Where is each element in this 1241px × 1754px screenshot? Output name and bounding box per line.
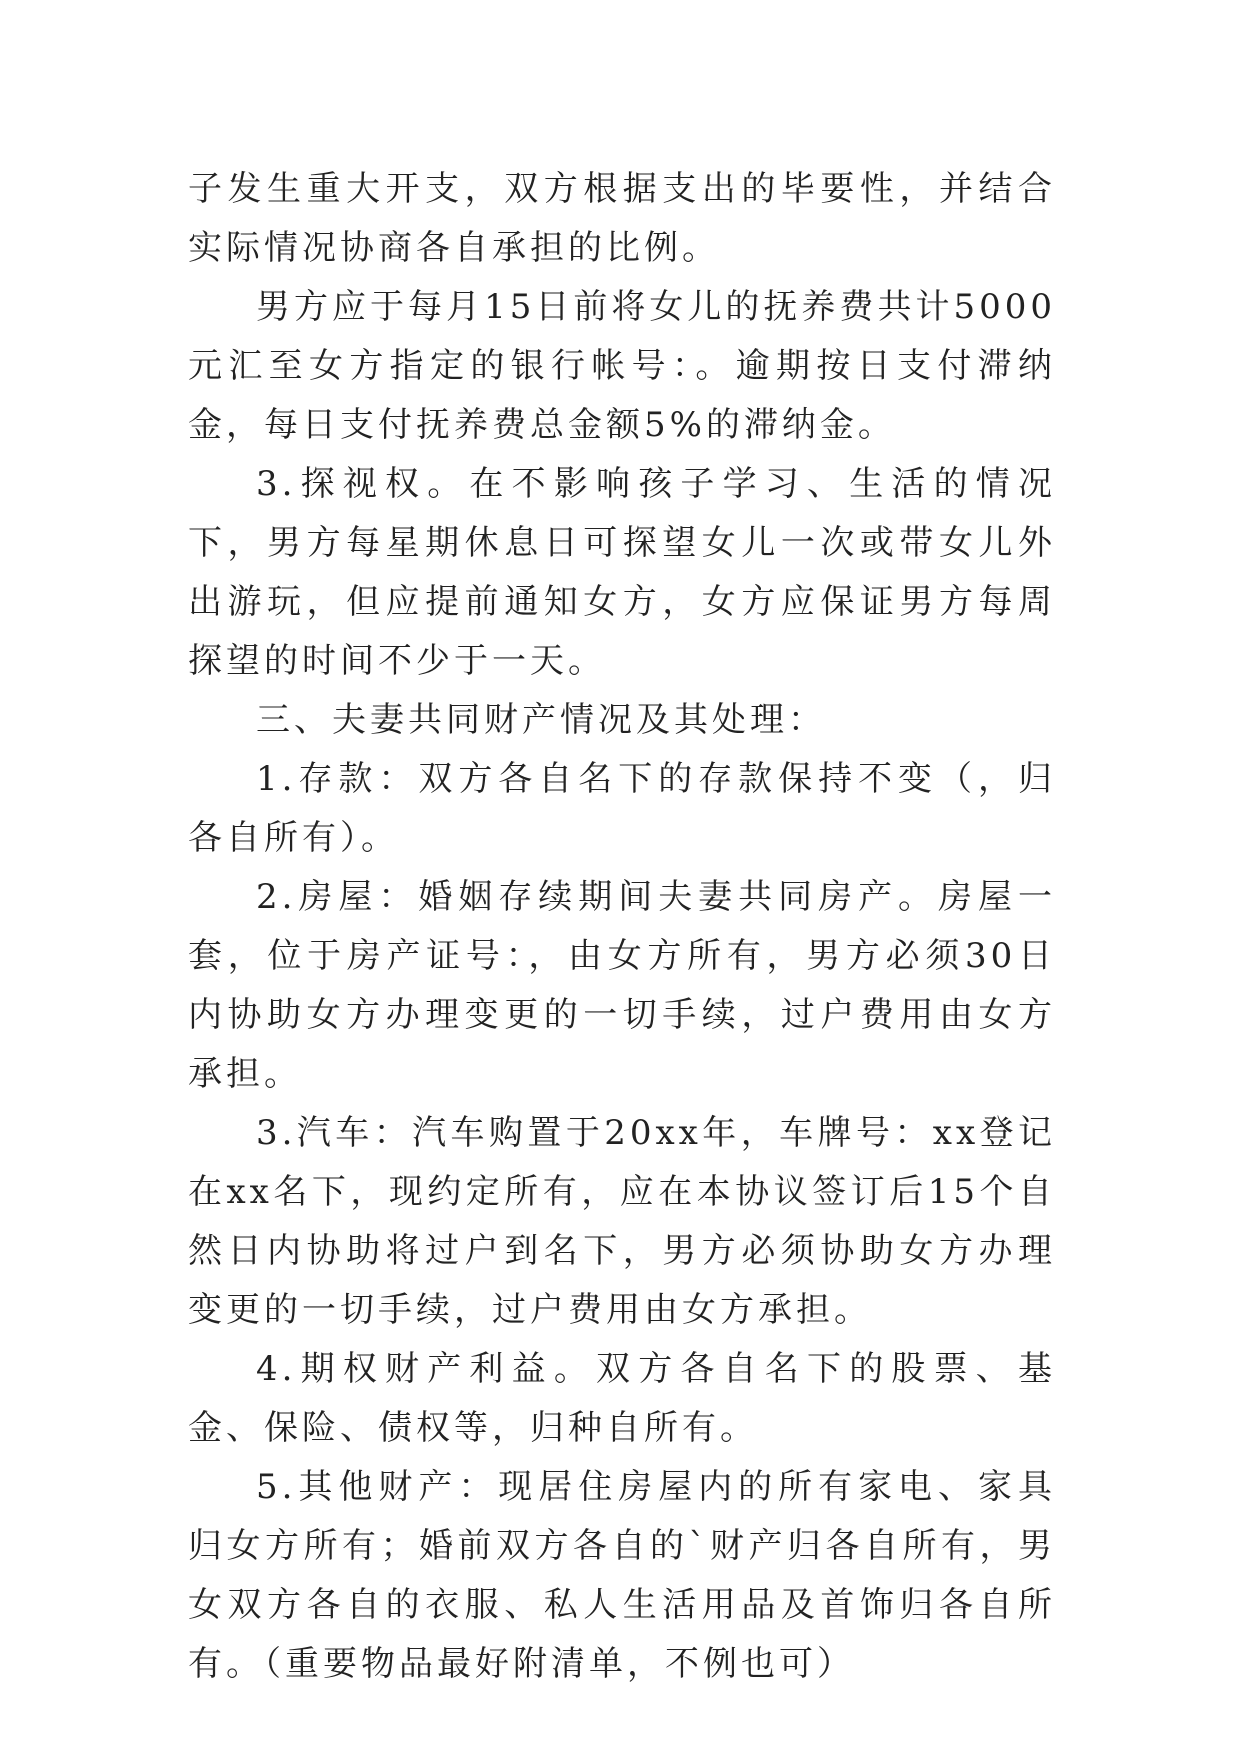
paragraph-expense-sharing: 子发生重大开支，双方根据支出的毕要性，并结合实际情况协商各自承担的比例。 — [188, 169, 1056, 268]
section-heading-joint-property: 三、夫妻共同财产情况及其处理： — [256, 700, 826, 740]
paragraph-house: 2.房屋：婚姻存续期间夫妻共同房产。房屋一套，位于房产证号：，由女方所有，男方必须30日内协助女方办理变更的一切手续，过户费用由女方承担。 — [188, 877, 1056, 1094]
paragraph-other-property: 5.其他财产：现居住房屋内的所有家电、家具归女方所有；婚前双方各自的`财产归各自所有，男女双方各自的衣服、私人生活用品及首饰归各自所有。（重要物品最好附清单，不例也可） — [188, 1467, 1056, 1684]
paragraph-child-support-payment: 男方应于每月15日前将女儿的抚养费共计5000元汇至女方指定的银行帐号：。逾期按日支付滞纳金，每日支付抚养费总金额5%的滞纳金。 — [188, 287, 1056, 445]
paragraph-visitation-rights: 3.探视权。在不影响孩子学习、生活的情况下，男方每星期休息日可探望女儿一次或带女儿外出游玩，但应提前通知女方，女方应保证男方每周探望的时间不少于一天。 — [188, 464, 1056, 681]
paragraph-deposits: 1.存款：双方各自名下的存款保持不变（，归各自所有）。 — [188, 759, 1056, 858]
paragraph-financial-assets: 4.期权财产利益。双方各自名下的股票、基金、保险、债权等，归种自所有。 — [188, 1349, 1056, 1448]
paragraph-car: 3.汽车：汽车购置于20xx年，车牌号：xx登记在xx名下，现约定所有，应在本协议签订后15个自然日内协助将过户到名下，男方必须协助女方办理变更的一切手续，过户费用由女方承担。 — [188, 1113, 1056, 1330]
document-body — [188, 160, 1056, 1694]
